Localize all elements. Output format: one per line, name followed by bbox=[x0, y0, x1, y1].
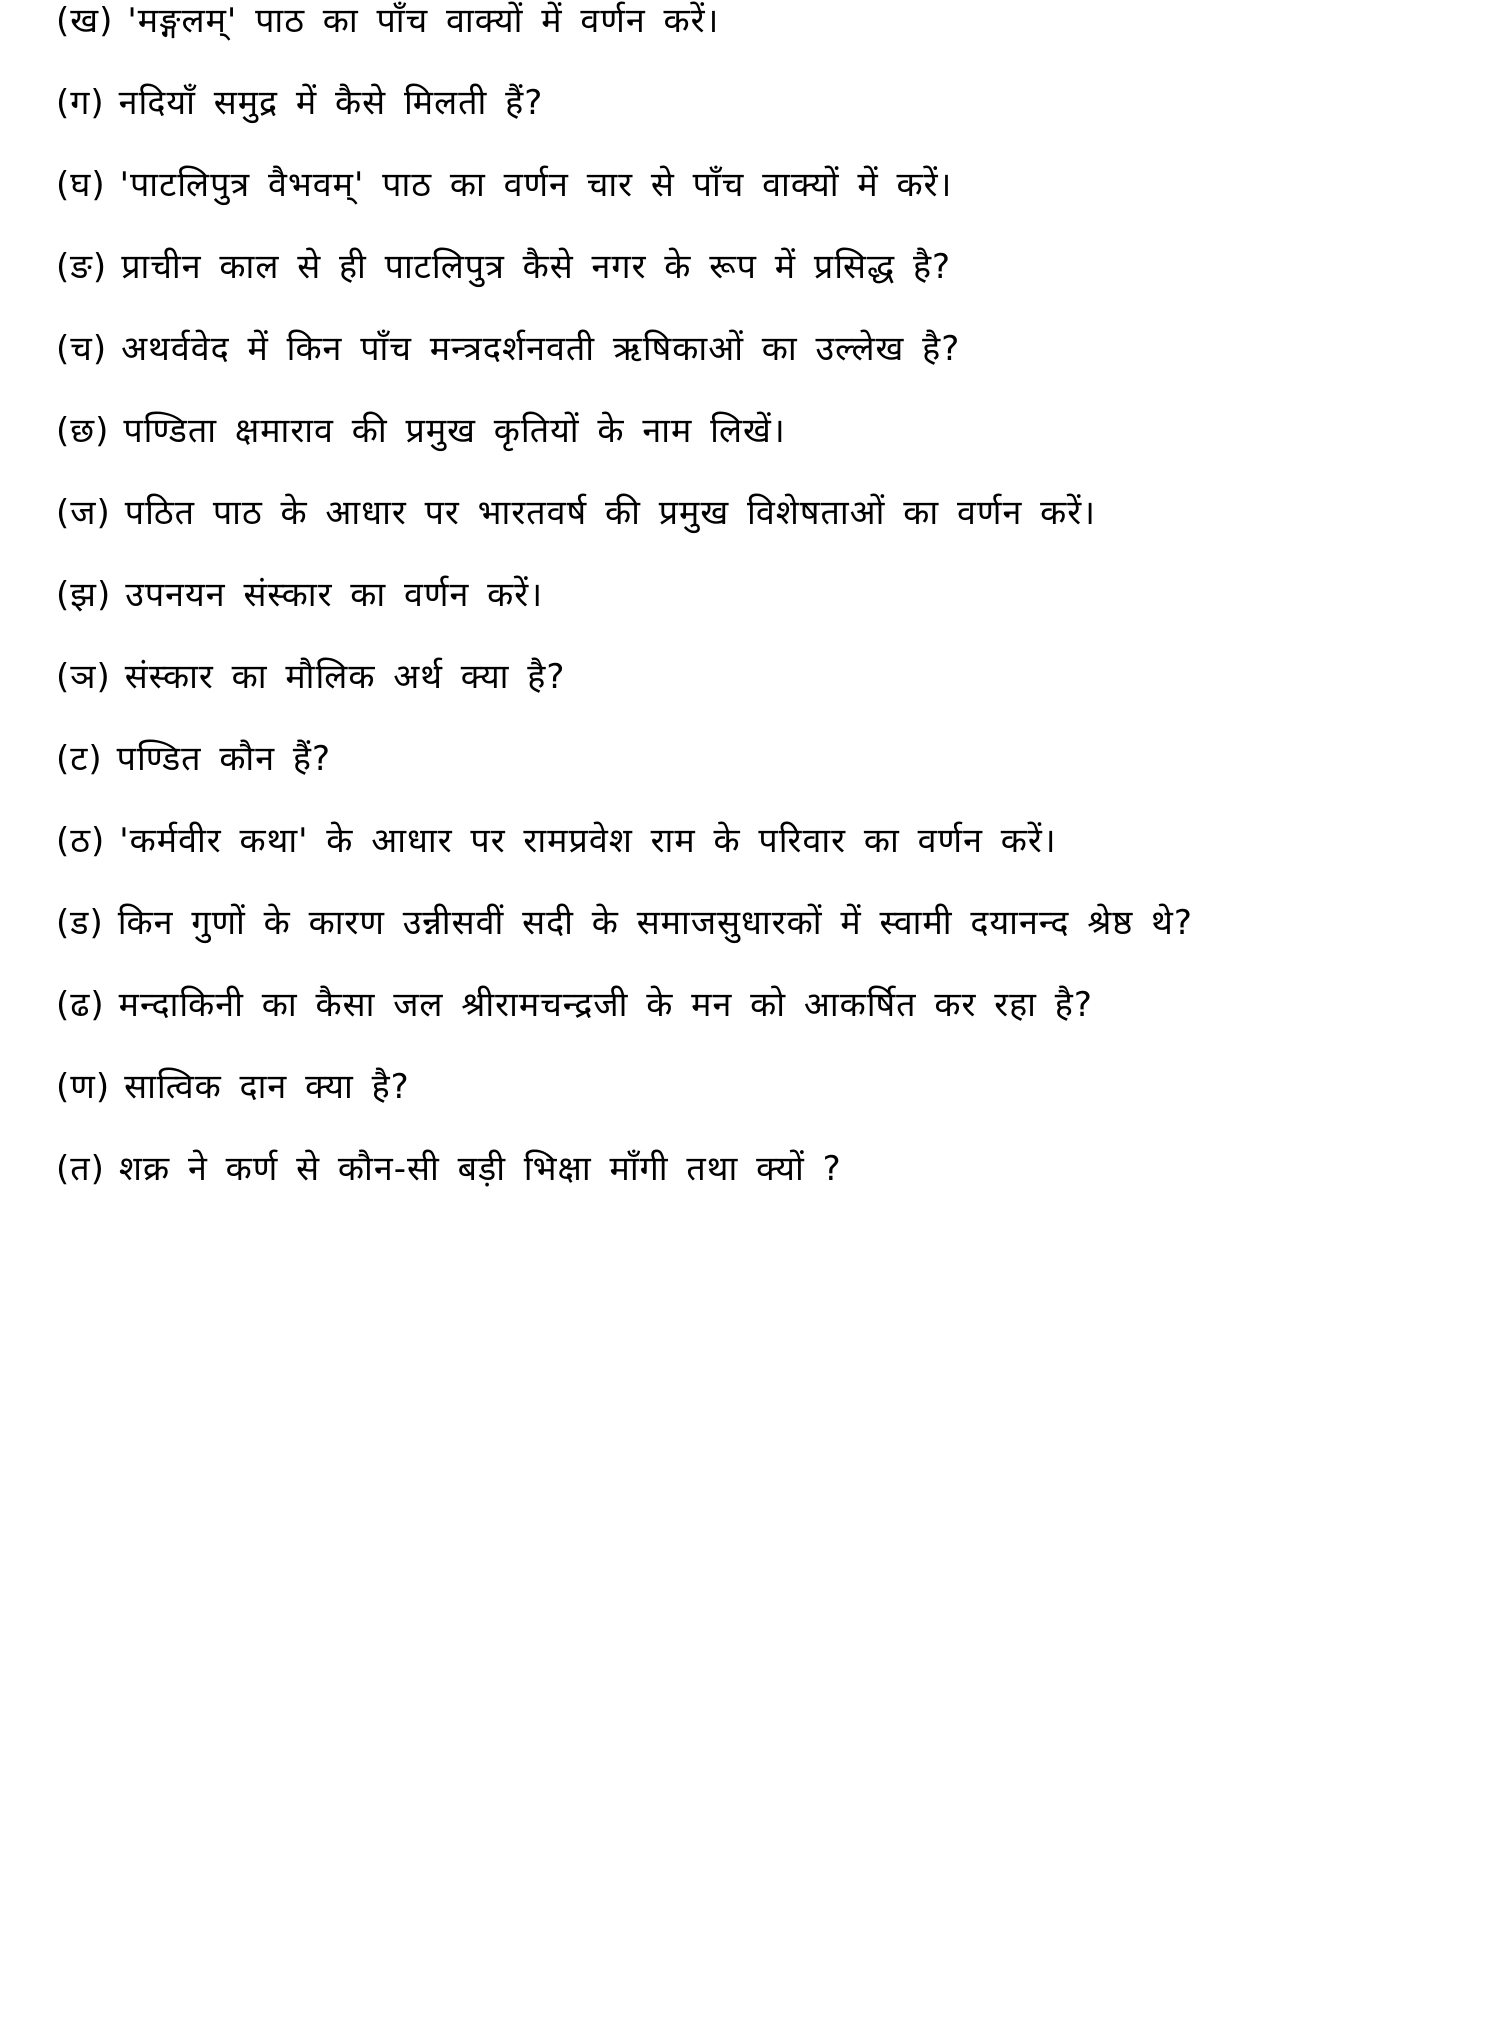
question-item bbox=[56, 406, 1193, 488]
question-item bbox=[56, 652, 1193, 734]
question-label: (ट) bbox=[56, 739, 103, 779]
question-label: (ङ) bbox=[56, 247, 108, 287]
question-item bbox=[56, 816, 1193, 898]
question-item bbox=[56, 160, 1193, 242]
question-item bbox=[56, 980, 1193, 1062]
question-label: (त) bbox=[56, 1149, 105, 1189]
question-item bbox=[56, 1062, 1193, 1144]
question-item bbox=[56, 488, 1193, 570]
question-label: (ख) bbox=[56, 1, 114, 41]
question-item bbox=[56, 1144, 1193, 1226]
question-label: (ठ) bbox=[56, 821, 106, 861]
question-text: किन गुणों के कारण उन्नीसवीं सदी के समाजसुधारकों में स्वामी दयानन्द श्रेष्ठ थे? bbox=[117, 903, 1193, 943]
question-label: (ण) bbox=[56, 1067, 111, 1107]
question-label: (ढ) bbox=[56, 985, 105, 1025]
question-label: (ग) bbox=[56, 83, 105, 123]
question-label: (ड) bbox=[56, 903, 104, 943]
question-label: (ज) bbox=[56, 493, 111, 533]
question-item bbox=[56, 734, 1193, 816]
question-text: पण्डित कौन हैं? bbox=[116, 739, 332, 779]
question-text: 'मङ्गलम्' पाठ का पाँच वाक्यों में वर्णन करें। bbox=[127, 1, 720, 41]
question-label: (झ) bbox=[56, 575, 112, 615]
question-label: (च) bbox=[56, 329, 108, 369]
question-text: मन्दाकिनी का कैसा जल श्रीरामचन्द्रजी के मन को आकर्षित कर रहा है? bbox=[118, 985, 1093, 1025]
question-text: पण्डिता क्षमाराव की प्रमुख कृतियों के नाम लिखें। bbox=[123, 411, 786, 451]
question-item bbox=[56, 324, 1193, 406]
question-list bbox=[56, 0, 1193, 1226]
question-item bbox=[56, 242, 1193, 324]
question-item bbox=[56, 0, 1193, 78]
question-label: (छ) bbox=[56, 411, 110, 451]
question-text: संस्कार का मौलिक अर्थ क्या है? bbox=[124, 657, 566, 697]
question-item bbox=[56, 78, 1193, 160]
question-text: पठित पाठ के आधार पर भारतवर्ष की प्रमुख विशेषताओं का वर्णन करें। bbox=[124, 493, 1097, 533]
question-text: उपनयन संस्कार का वर्णन करें। bbox=[125, 575, 544, 615]
question-item bbox=[56, 898, 1193, 980]
question-text: अथर्ववेद में किन पाँच मन्त्रदर्शनवती ऋषिकाओं का उल्लेख है? bbox=[121, 329, 961, 369]
question-text: नदियाँ समुद्र में कैसे मिलती हैं? bbox=[118, 83, 544, 123]
question-label: (ञ) bbox=[56, 657, 111, 697]
question-text: सात्विक दान क्या है? bbox=[124, 1067, 410, 1107]
question-text: 'पाटलिपुत्र वैभवम्' पाठ का वर्णन चार से पाँच वाक्यों में करें। bbox=[119, 165, 953, 205]
question-text: शक्र ने कर्ण से कौन-सी बड़ी भिक्षा माँगी तथा क्यों ? bbox=[118, 1149, 842, 1189]
question-item bbox=[56, 570, 1193, 652]
question-text: 'कर्मवीर कथा' के आधार पर रामप्रवेश राम के परिवार का वर्णन करें। bbox=[119, 821, 1057, 861]
question-label: (घ) bbox=[56, 165, 106, 205]
question-text: प्राचीन काल से ही पाटलिपुत्र कैसे नगर के रूप में प्रसिद्ध है? bbox=[121, 247, 952, 287]
